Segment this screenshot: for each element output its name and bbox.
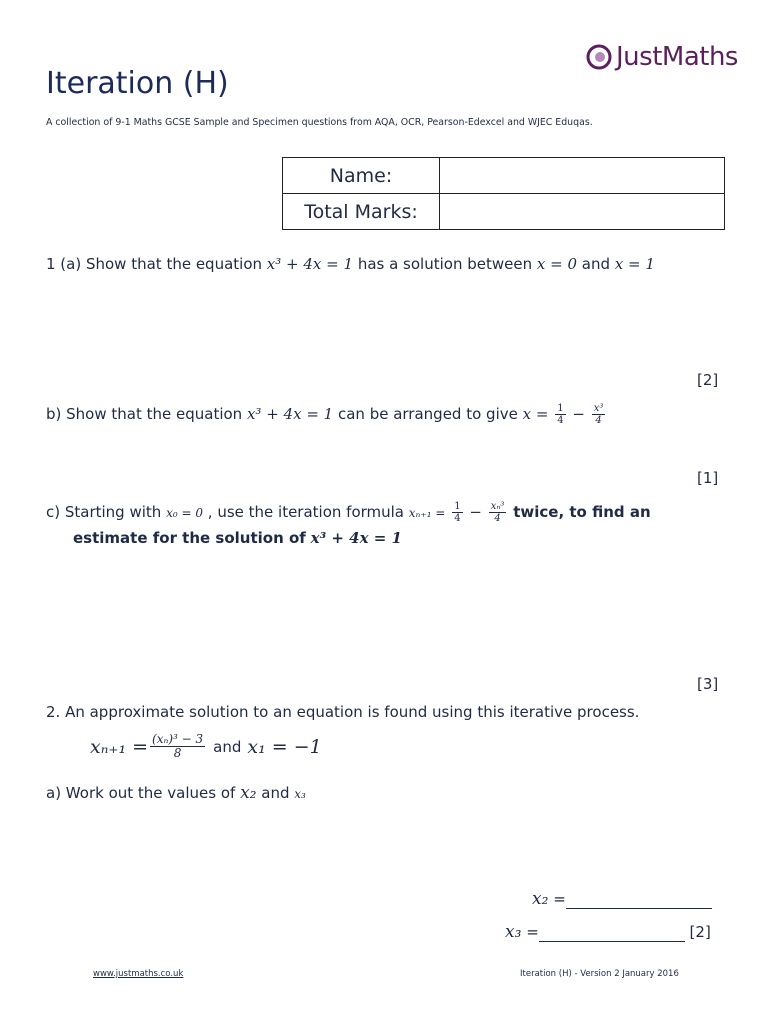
q1b-fraction-2: $\frac{\text{x³}}{4}$ (593, 403, 604, 426)
q1a-equation: x³ + 4x = 1 (266, 255, 354, 273)
q2a-text: a) Work out the values of (46, 784, 236, 802)
logo-brand-text: JustMaths (616, 42, 738, 72)
q1b-fraction-1: $\frac{1}{4}$ (557, 403, 564, 426)
q1c-fraction-2: $\frac{\text{xₙ³}}{4}$ (490, 501, 505, 524)
q2a-x2: x₂ (240, 783, 257, 803)
q1b-text: b) Show that the equation (46, 405, 243, 423)
answer-x2-row (532, 889, 712, 909)
q1c-x0: x₀ = 0 (166, 506, 203, 520)
answer-x3-row (505, 922, 711, 942)
q2a-and: and (261, 784, 290, 802)
answer-x2-line[interactable] (566, 894, 712, 909)
q1c-text: c) Starting with (46, 503, 162, 521)
q2-fraction: $\frac{\text{(xₙ)³ − 3}}{8}$ (152, 732, 204, 761)
q2a-x3: x₃ (294, 787, 306, 801)
question-1b (46, 403, 607, 426)
total-marks-label: Total Marks: (283, 194, 440, 230)
q1b-minus: − (572, 405, 585, 423)
q1c-minus: − (469, 503, 482, 521)
q2-lhs: xₙ₊₁ = (90, 735, 149, 758)
q1c-lhs: xₙ₊₁ = (408, 506, 446, 520)
question-2-intro: 2. An approximate solution to an equation is found using this iterative process. (46, 703, 640, 721)
q1b-equation: x³ + 4x = 1 (246, 405, 334, 423)
q1a-text-2: has a solution between (357, 255, 533, 273)
q2-x1: x₁ = −1 (247, 735, 322, 758)
q1c-text-3: twice, to find an (513, 503, 651, 521)
page-subtitle: A collection of 9-1 Maths GCSE Sample and Specimen questions from AQA, OCR, Pearson-Edexcel and WJEC Eduqas. (46, 117, 593, 128)
answer-x3-line[interactable] (539, 927, 685, 942)
footer-version: Iteration (H) - Version 2 January 2016 (520, 969, 679, 979)
question-1a (46, 255, 655, 273)
footer-link[interactable]: www.justmaths.co.uk (93, 969, 184, 979)
q1c-fraction-1: $\frac{1}{4}$ (454, 501, 461, 524)
answer-x2-label: x₂ (532, 889, 549, 909)
student-info-table (282, 157, 725, 230)
name-label: Name: (283, 158, 440, 194)
question-2a (46, 783, 306, 803)
question-1c (46, 501, 651, 524)
total-marks-field[interactable] (440, 194, 725, 230)
swirl-logo-icon (586, 44, 612, 70)
q1a-x0: x = 0 (536, 255, 577, 273)
q1c-equation: x³ + 4x = 1 (310, 529, 402, 547)
page-title: Iteration (H) (46, 66, 229, 101)
q2-marks: [2] (689, 923, 711, 941)
q1b-lhs: x = (522, 405, 549, 423)
answer-x3-label: x₃ (505, 922, 522, 942)
q1c-text-4: estimate for the solution of (73, 529, 306, 547)
q1a-text: 1 (a) Show that the equation (46, 255, 263, 273)
answer-x2-equals: = (553, 890, 566, 908)
answer-x3-equals: = (526, 923, 539, 941)
q1a-and: and (581, 255, 610, 273)
q1b-text-2: can be arranged to give (337, 405, 518, 423)
q1c-text-2: , use the iteration formula (207, 503, 404, 521)
q2-and: and (213, 737, 242, 756)
q1c-marks: [3] (697, 675, 719, 693)
name-field[interactable] (440, 158, 725, 194)
q1a-x1: x = 1 (614, 255, 655, 273)
footer-url[interactable] (93, 969, 183, 979)
question-1c-line-2 (73, 529, 402, 547)
question-2-formula (90, 733, 322, 760)
justmaths-logo (586, 40, 738, 74)
q1b-marks: [1] (697, 469, 719, 487)
q1a-marks: [2] (697, 371, 719, 389)
